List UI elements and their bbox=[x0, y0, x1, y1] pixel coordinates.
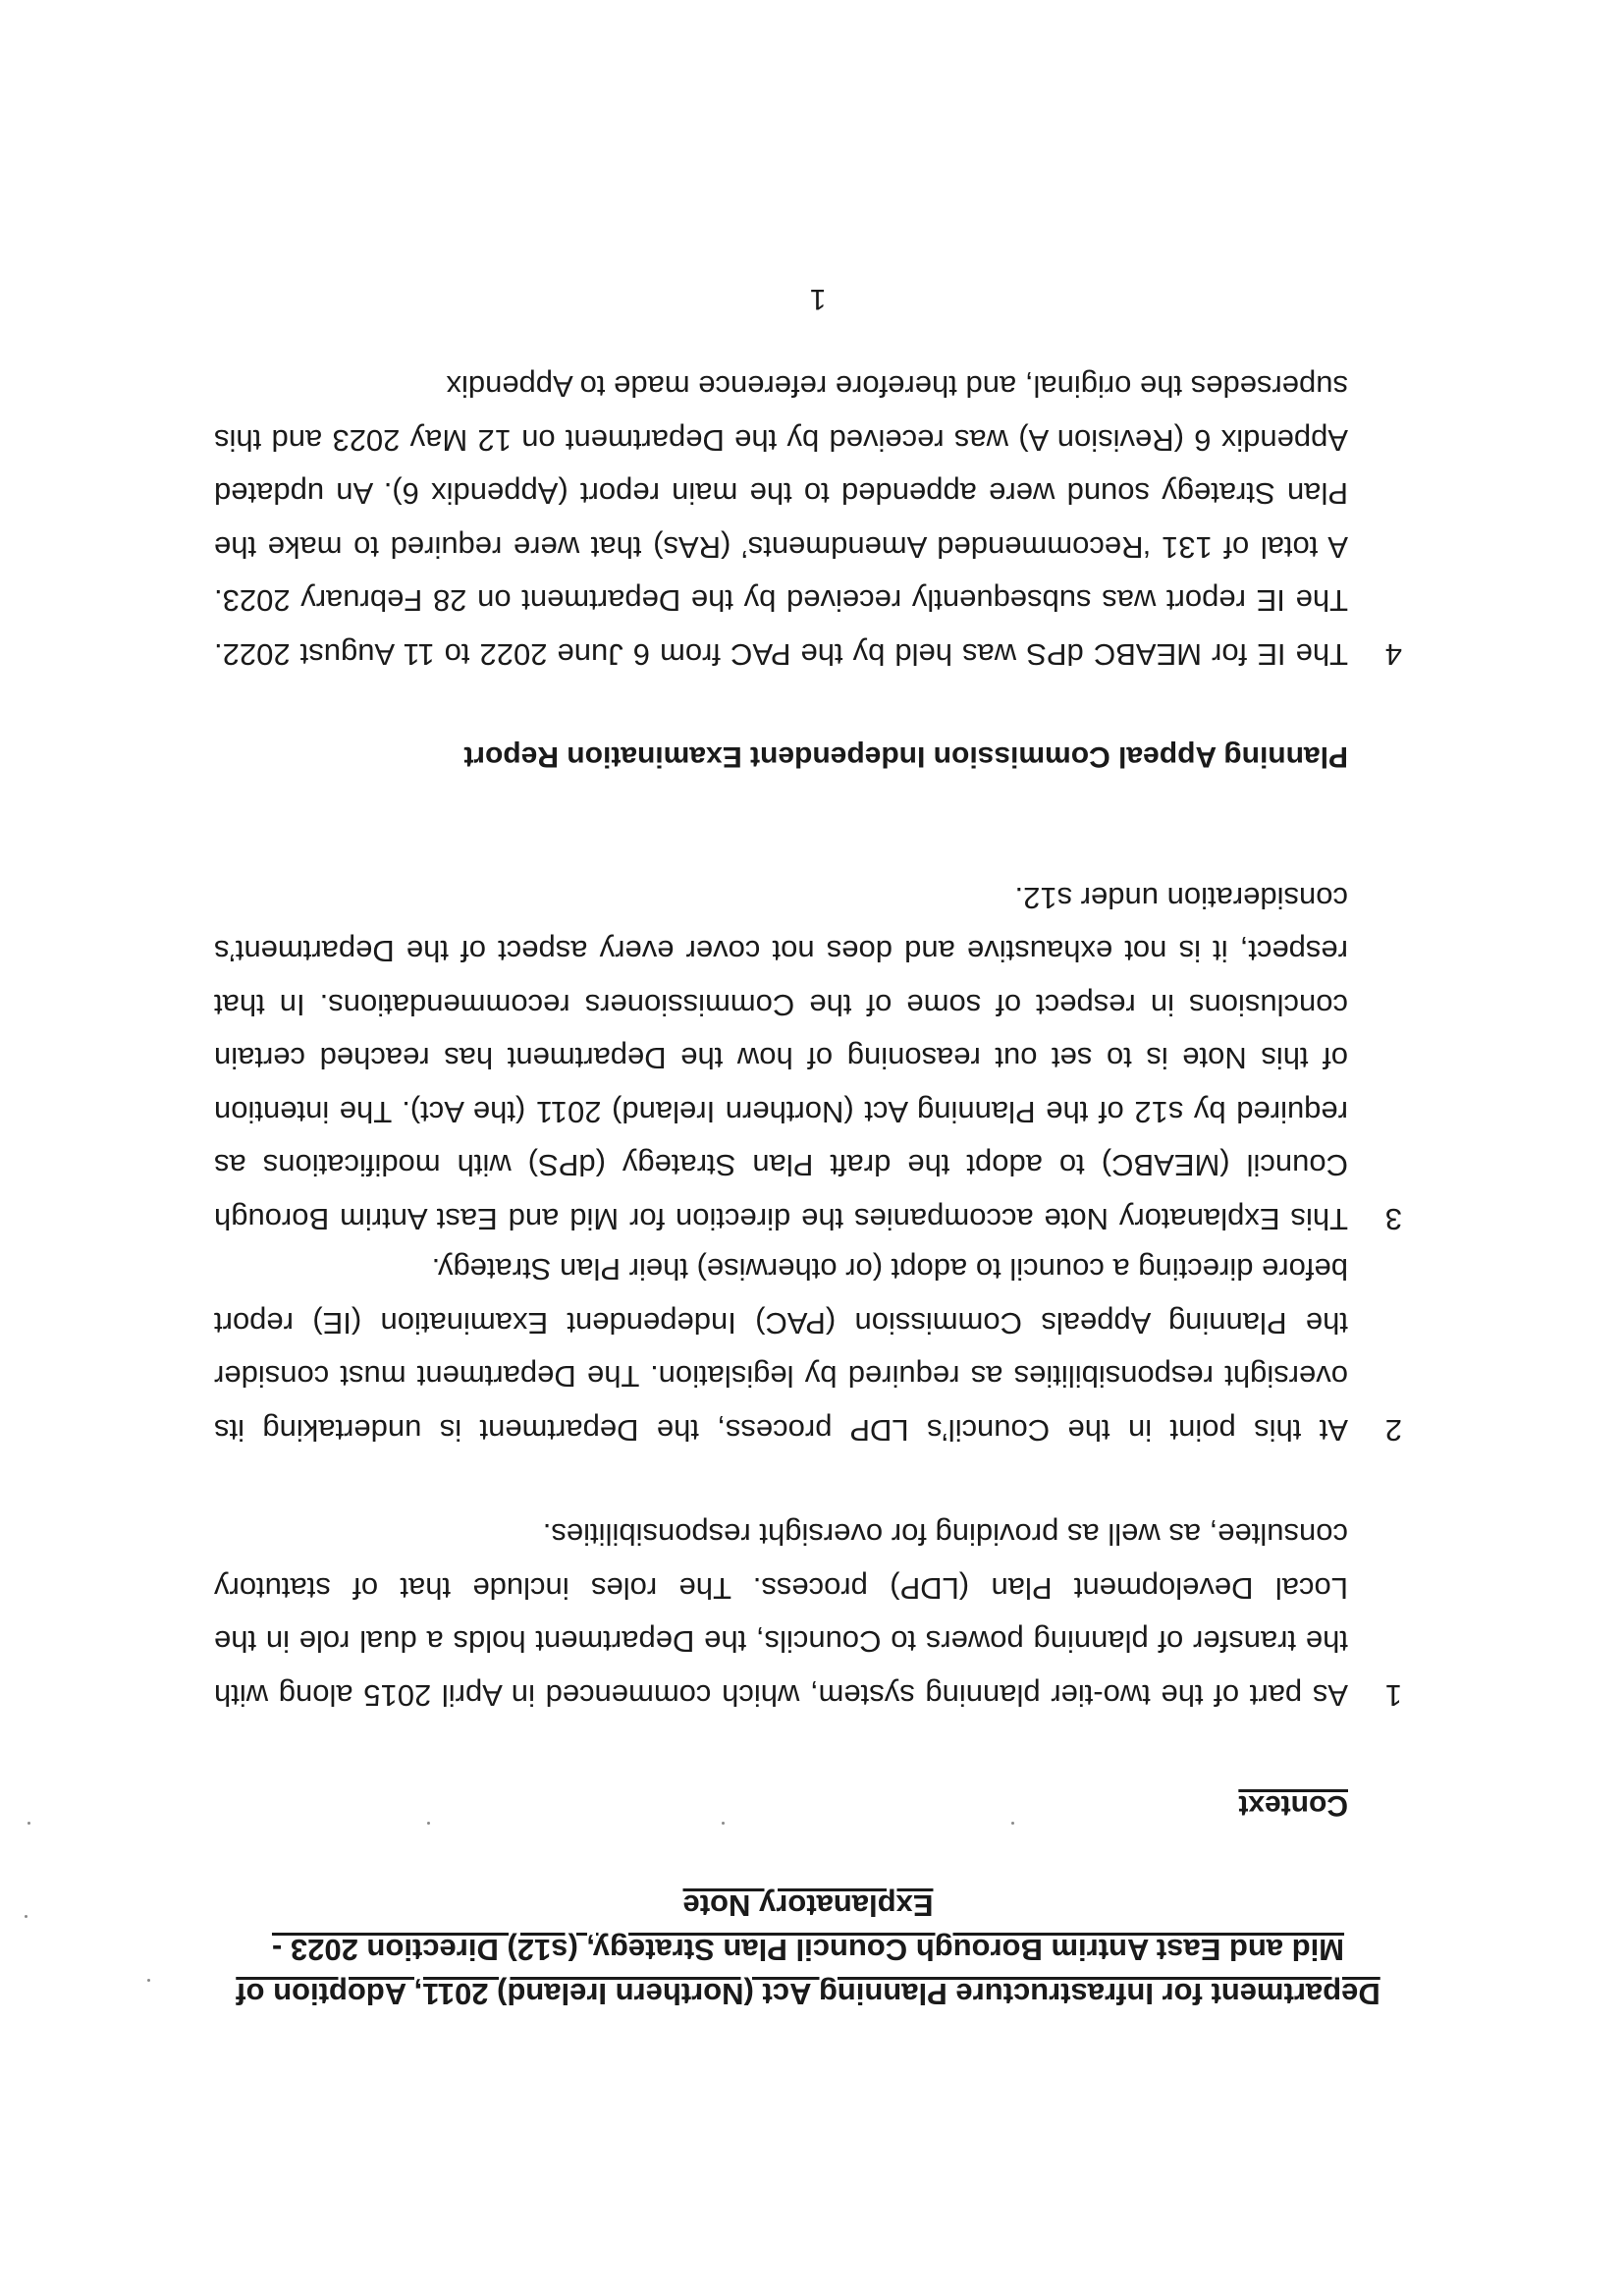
paragraph-text: The IE for MEABC dPS was held by the PAC from 6 June 2022 to 11 August 2022. The IE report was subsequently received by the Department on 28 February 2023. A total of 131 ‘Recommended Amendments’ (RAs) that were required to make the Plan Strategy sound were appended to the main report (Appendix 6). An updated Appendix 6 (Revision A) was received by the Department on 12 May 2023 and this supersedes the original, and therefore reference made to Appendix bbox=[214, 369, 1348, 672]
title-line-3: Explanatory Note bbox=[682, 1888, 934, 1923]
scan-speck bbox=[27, 1822, 30, 1825]
paragraph-number: 3 bbox=[1384, 1202, 1402, 1236]
context-heading: Context bbox=[1238, 1789, 1348, 1822]
paragraph-1 bbox=[214, 1507, 1402, 1722]
paragraph-number: 1 bbox=[1384, 1678, 1402, 1713]
scan-speck bbox=[1011, 1822, 1014, 1825]
scan-speck bbox=[427, 1822, 430, 1825]
paragraph-number: 4 bbox=[1384, 637, 1402, 672]
paragraph-3 bbox=[214, 871, 1402, 1246]
title-line-2: Mid and East Antrim Borough Council Plan Strategy, (s12) Direction 2023 - bbox=[271, 1933, 1345, 1967]
paragraph-text: At this point in the Council’s LDP process, the Department is undertaking its oversight responsibilities as required by legislation. The Department must consider the Planning Appeals Commission (PAC) Independent Examination (IE) report before directing a council to adopt (or otherwise) their Plan Strategy. bbox=[214, 1252, 1348, 1448]
paragraph-text: As part of the two-tier planning system, which commenced in April 2015 along with the transfer of planning powers to Councils, the Department holds a dual role in the Local Development Plan (LDP) process. The roles include that of statutory consultee, as well as providing for oversight responsibilities. bbox=[214, 1517, 1348, 1713]
scan-speck bbox=[722, 1822, 725, 1825]
paragraph-text: This Explanatory Note accompanies the direction for Mid and East Antrim Borough Council (MEABC) to adopt the draft Plan Strategy (dPS) with modifications as required by s12 of the Planning Act (Northern Ireland) 2011 (the Act). The intention of this Note is to set out reasoning of how the Department has reached certain conclusions in respect of some of the Commissioners recommendations. In that respect, it is not exhaustive and does not cover every aspect of the Department’s consideration under s12. bbox=[214, 881, 1348, 1236]
paragraph-2 bbox=[214, 1242, 1402, 1456]
paragraph-4 bbox=[214, 359, 1402, 681]
page-number: 1 bbox=[809, 283, 827, 315]
scan-speck bbox=[25, 1915, 27, 1918]
paragraph-number: 2 bbox=[1384, 1413, 1402, 1448]
scan-speck bbox=[147, 1979, 150, 1982]
title-line-1: Department for Infrastructure Planning Act (Northern Ireland) 2011, Adoption of bbox=[236, 1977, 1380, 2011]
document-title bbox=[214, 1884, 1402, 2016]
pac-report-heading: Planning Appeal Commission Independent Examination Report bbox=[463, 740, 1348, 773]
